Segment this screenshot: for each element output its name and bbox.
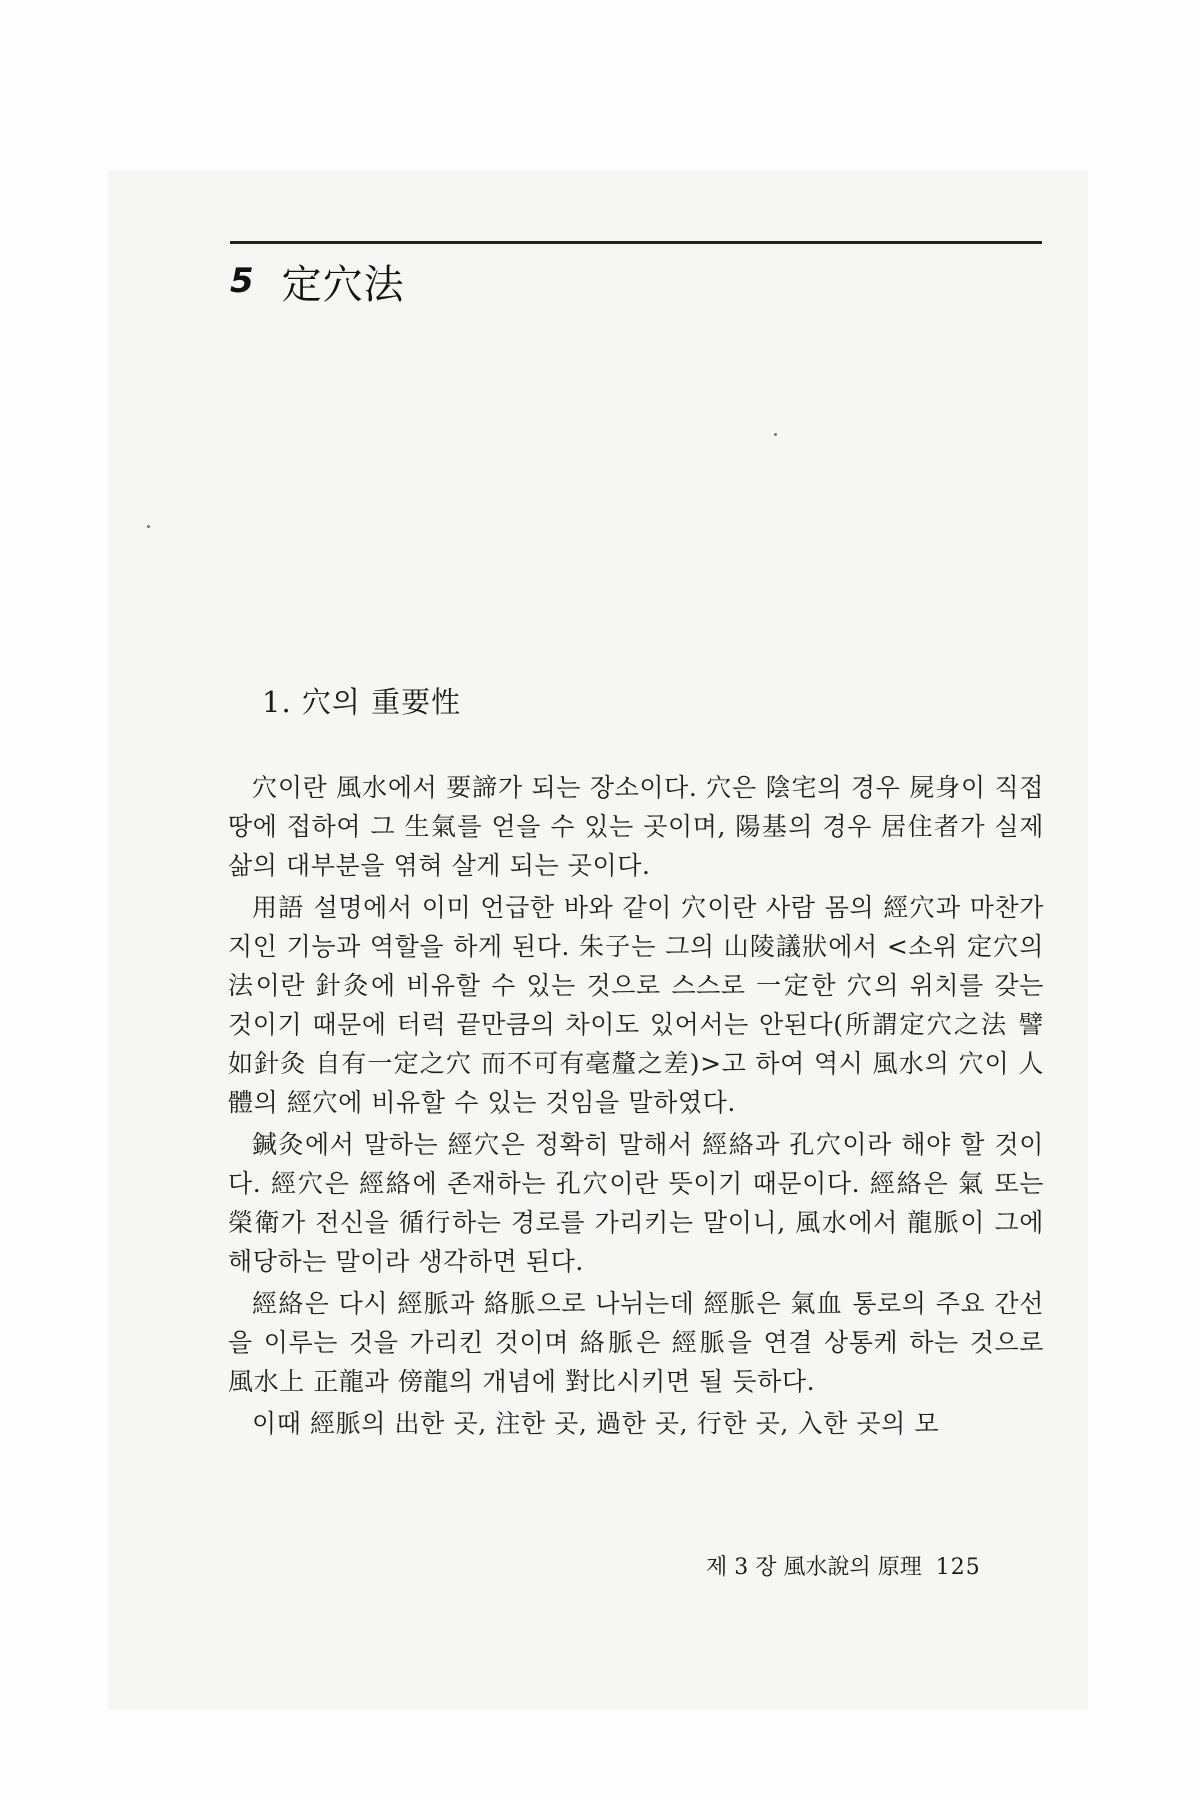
footer-running-head: 제 3 장 風水說의 原理 <box>706 1555 922 1580</box>
body-paragraph: 鍼灸에서 말하는 經穴은 정확히 말해서 經絡과 孔穴이라 해야 할 것이다. 經穴은 經絡에 존재하는 孔穴이란 뜻이기 때문이다. 經絡은 氣 또는 榮衛가 전신을 循行하는 경로를 가리키는 말이니, 風水에서 龍脈이 그에 해당하는 말이라 생각하면 된다. <box>228 1130 1044 1276</box>
scan-speck <box>774 433 777 436</box>
page-number: 125 <box>935 1555 981 1580</box>
body-paragraph: 用語 설명에서 이미 언급한 바와 같이 穴이란 사람 몸의 經穴과 마찬가지인 기능과 역할을 하게 된다. 朱子는 그의 山陵議狀에서 <소위 定穴의 法이란 針灸에 비유할 수 있는 것으로 스스로 一定한 穴의 위치를 갖는 것이기 때문에 터럭 끝만큼의 차이도 있어서는 안된다(所謂定穴之法 譬如針灸 自有一定之穴 而不可有毫釐之差)>고 하여 역시 風水의 穴이 人體의 經穴에 비유할 수 있는 것임을 말하였다. <box>228 893 1044 1117</box>
section-heading: 1. 穴의 重要性 <box>262 685 462 719</box>
body-text <box>228 768 1044 1443</box>
scan-speck <box>147 525 150 528</box>
chapter-number: 5 <box>230 261 254 301</box>
body-paragraph: 이때 經脈의 出한 곳, 注한 곳, 過한 곳, 行한 곳, 入한 곳의 모 <box>252 1409 940 1438</box>
running-footer <box>706 1550 981 1581</box>
chapter-title: 定穴法 <box>281 261 405 308</box>
body-paragraph: 穴이란 風水에서 要諦가 되는 장소이다. 穴은 陰宅의 경우 屍身이 직접 땅에 접하여 그 生氣를 얻을 수 있는 곳이며, 陽基의 경우 居住者가 실제 삶의 대부분을 엮혀 살게 되는 곳이다. <box>228 773 1044 880</box>
chapter-rule-divider <box>230 241 1042 244</box>
chapter-heading <box>230 256 405 306</box>
body-paragraph: 經絡은 다시 經脈과 絡脈으로 나뉘는데 經脈은 氣血 통로의 주요 간선을 이루는 것을 가리킨 것이며 絡脈은 經脈을 연결 상통케 하는 것으로 風水上 正龍과 傍龍의 개념에 對比시키면 될 듯하다. <box>228 1289 1044 1396</box>
